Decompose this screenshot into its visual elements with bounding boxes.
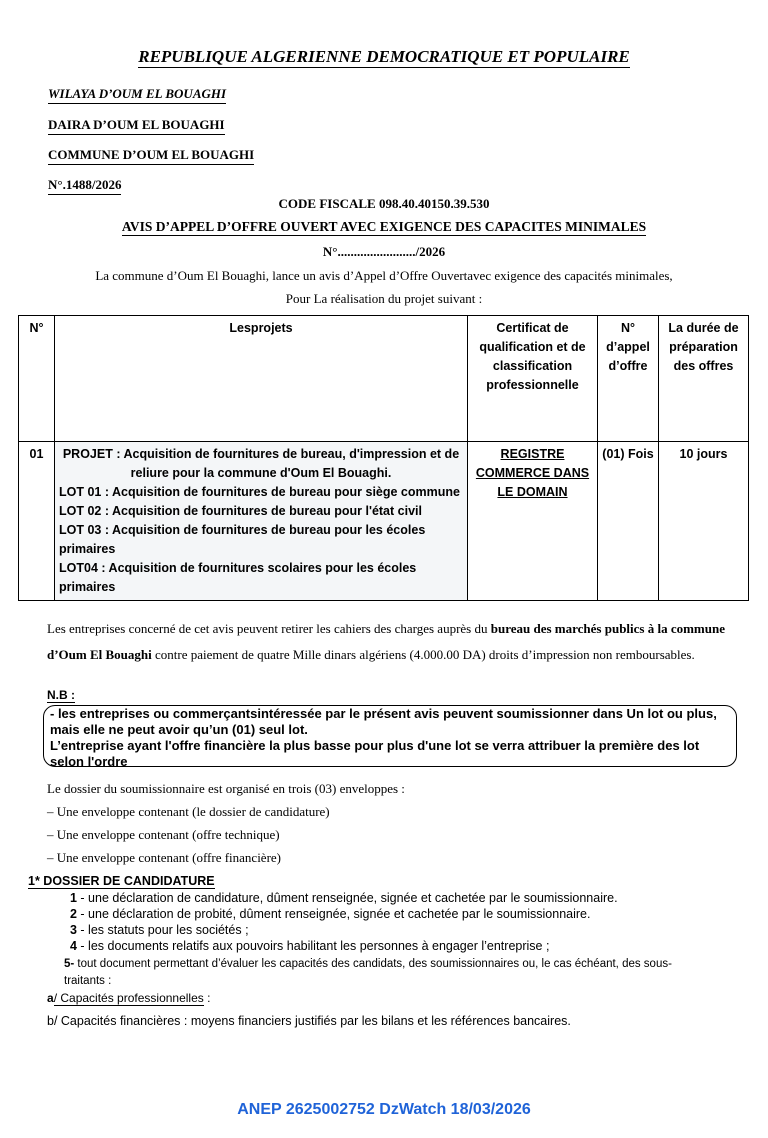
header-appel: N° d’appel d’offre	[598, 316, 659, 442]
retrait-paragraph: Les entreprises concerné de cet avis peuvent retirer les cahiers des charges auprès du bureau des marchés publics à la commune d’Oum El Bouaghi contre paiement de quatre Mille dinars algériens (4.000.00 DA) droits d’impression non remboursables.	[47, 621, 725, 662]
row-project	[55, 442, 468, 601]
candidature-item-5: 5- tout document permettant d’évaluer les capacités des candidats, des soumissionnaires ou, le cas échéant, des sous-traitants :	[64, 958, 672, 987]
capacite-professionnelle: a/ Capacités professionnelles :	[47, 991, 211, 1005]
code-fiscal: CODE FISCALE 098.40.40150.39.530	[278, 196, 490, 211]
daira-label: DAIRA D’OUM EL BOUAGHI	[48, 117, 225, 133]
footer-reference: ANEP 2625002752 DzWatch 18/03/2026	[237, 1101, 531, 1118]
lot-item: LOT04 : Acquisition de fournitures scolaires pour les écoles primaires	[59, 561, 417, 594]
intro-text-2: Pour La réalisation du projet suivant :	[285, 291, 483, 306]
table-row	[19, 442, 749, 601]
row-duree: 10 jours	[659, 442, 749, 601]
header-num: N°	[19, 316, 55, 442]
nb-line-1: - les entreprises ou commerçantsintéressée par le présent avis peuvent soumissionner dans Un lot ou plus, mais elle ne peut avoir qu’un (01) seul lot.	[50, 706, 717, 737]
notice-number: N°......................../2026	[322, 244, 446, 259]
retrait-bureau: bureau des marchés publics à la commune d’Oum El Bouaghi	[47, 621, 725, 662]
row-certificate: REGISTRE COMMERCE DANS LE DOMAIN	[468, 442, 598, 601]
candidature-item: 3 - les statuts pour les sociétés ;	[70, 923, 249, 937]
nb-line-2: L’entreprise ayant l'offre financière la plus basse pour plus d'une lot se verra attribuer la première des lot selon l'ordre	[50, 738, 700, 769]
republic-title: REPUBLIQUE ALGERIENNE DEMOCRATIQUE ET POPULAIRE	[138, 47, 630, 66]
project-title: PROJET : Acquisition de fournitures de bureau, d'impression et de reliure pour la commune d'Oum El Bouaghi.	[62, 447, 460, 480]
candidature-item: 2 - une déclaration de probité, dûment renseignée, signée et cachetée par le soumissionnaire.	[70, 907, 591, 921]
envelope-item: – Une enveloppe contenant (le dossier de candidature)	[47, 804, 330, 819]
candidature-title: 1* DOSSIER DE CANDIDATURE	[28, 874, 215, 888]
commune-label: COMMUNE D’OUM EL BOUAGHI	[48, 147, 254, 163]
row-num: 01	[19, 442, 55, 601]
projects-table	[18, 315, 749, 601]
candidature-item: 1 - une déclaration de candidature, dûment renseignée, signée et cachetée par le soumissionnaire.	[70, 891, 618, 905]
header-projects: Lesprojets	[55, 316, 468, 442]
candidature-item: 4 - les documents relatifs aux pouvoirs habilitant les personnes à engager l’entreprise ;	[70, 939, 550, 953]
nb-box	[43, 705, 737, 767]
table-header-row	[19, 316, 749, 442]
wilaya-label: WILAYA D’OUM EL BOUAGHI	[48, 86, 226, 102]
lot-item: LOT 02 : Acquisition de fournitures de bureau pour l'état civil	[59, 504, 422, 518]
header-certificate: Certificat de qualification et de classification professionnelle	[468, 316, 598, 442]
intro-text: La commune d’Oum El Bouaghi, lance un avis d’Appel d’Offre Ouvertavec exigence des capacités minimales,	[95, 268, 673, 283]
header-duree: La durée de préparation des offres	[659, 316, 749, 442]
dossier-intro: Le dossier du soumissionnaire est organisé en trois (03) enveloppes :	[47, 781, 405, 796]
lot-item: LOT 01 : Acquisition de fournitures de bureau pour siège commune	[59, 485, 460, 499]
nb-label: N.B :	[47, 688, 75, 702]
notice-title: AVIS D’APPEL D’OFFRE OUVERT AVEC EXIGENCE DES CAPACITES MINIMALES	[121, 219, 647, 234]
reference-number: N°.1488/2026	[48, 177, 121, 193]
envelope-item: – Une enveloppe contenant (offre financière)	[47, 850, 282, 865]
capacite-financiere: b/ Capacités financières : moyens financiers justifiés par les bilans et les références bancaires.	[47, 1014, 571, 1028]
envelope-item: – Une enveloppe contenant (offre technique)	[47, 827, 280, 842]
lot-item: LOT 03 : Acquisition de fournitures de bureau pour les écoles primaires	[59, 523, 426, 556]
row-appel: (01) Fois	[598, 442, 659, 601]
